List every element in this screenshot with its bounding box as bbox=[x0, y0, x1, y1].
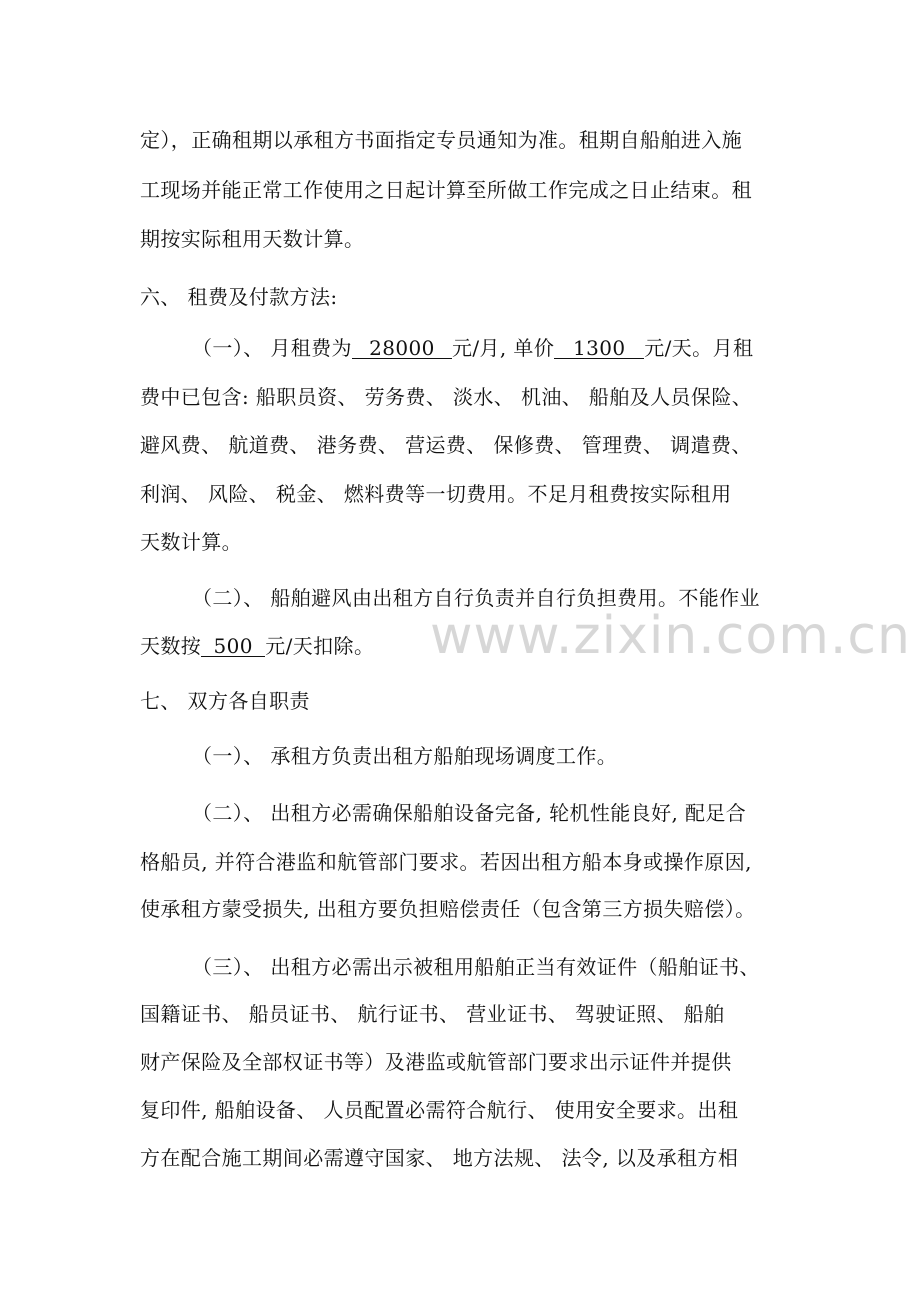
section-heading-6: 六、 租费及付款方法: bbox=[140, 285, 338, 309]
deduction-value: 500 bbox=[201, 636, 265, 657]
paragraph-line: 国籍证书、 船员证书、 航行证书、 营业证书、 驾驶证照、 船舶 bbox=[140, 1002, 725, 1026]
paragraph-line: （一）、 承租方负责出租方船舶现场调度工作。 bbox=[192, 744, 618, 768]
text-segment: 天数按 bbox=[140, 634, 202, 658]
paragraph-line: 定），正确租期以承租方书面指定专员通知为准。租期自船舶进入施 bbox=[140, 128, 742, 152]
monthly-fee-value: 28000 bbox=[352, 338, 452, 359]
text-segment: 元/天。月租 bbox=[644, 336, 754, 360]
paragraph-line: 费中已包含: 船职员资、 劳务费、 淡水、 机油、 船舶及人员保险、 bbox=[140, 385, 753, 409]
text-segment: 元/天扣除。 bbox=[265, 634, 375, 658]
paragraph-line: 使承租方蒙受损失, 出租方要负担赔偿责任（包含第三方损失赔偿）。 bbox=[140, 897, 756, 921]
paragraph-line: 财产保险及全部权证书等）及港监或航管部门要求出示证件并提供 bbox=[140, 1050, 732, 1074]
paragraph-line-deduction bbox=[140, 634, 374, 658]
paragraph-line-monthly-fee bbox=[192, 336, 753, 360]
text-segment: 元/月, 单价 bbox=[451, 336, 555, 360]
text-segment: （一）、 月租费为 bbox=[192, 336, 352, 360]
paragraph-line: 工现场并能正常工作使用之日起计算至所做工作完成之日止结束。租 bbox=[140, 178, 752, 202]
paragraph-line: 避风费、 航道费、 港务费、 营运费、 保修费、 管理费、 调遣费、 bbox=[140, 433, 752, 457]
paragraph-line: 天数计算。 bbox=[140, 530, 242, 554]
paragraph-line: 方在配合施工期间必需遵守国家、 地方法规、 法令, 以及承租方相 bbox=[140, 1146, 739, 1170]
paragraph-line: 格船员, 并符合港监和航管部门要求。若因出租方船本身或操作原因, bbox=[140, 850, 752, 874]
section-heading-7: 七、 双方各自职责 bbox=[140, 689, 310, 713]
paragraph-line: 复印件, 船舶设备、 人员配置必需符合航行、 使用安全要求。出租 bbox=[140, 1098, 739, 1122]
paragraph-line: （三）、 出租方必需出示被租用船舶正当有效证件（船舶证书、 bbox=[192, 955, 760, 979]
paragraph-line: （二）、 船舶避风由出租方自行负责并自行负担费用。不能作业 bbox=[192, 586, 760, 610]
unit-price-value: 1300 bbox=[554, 338, 644, 359]
paragraph-line: （二）、 出租方必需确保船舶设备完备, 轮机性能良好, 配足合 bbox=[192, 801, 747, 825]
paragraph-line: 期按实际租用天数计算。 bbox=[140, 227, 365, 251]
watermark: www.zixin.com.cn bbox=[430, 606, 911, 666]
paragraph-line: 利润、 风险、 税金、 燃料费等一切费用。不足月租费按实际租用 bbox=[140, 482, 732, 506]
